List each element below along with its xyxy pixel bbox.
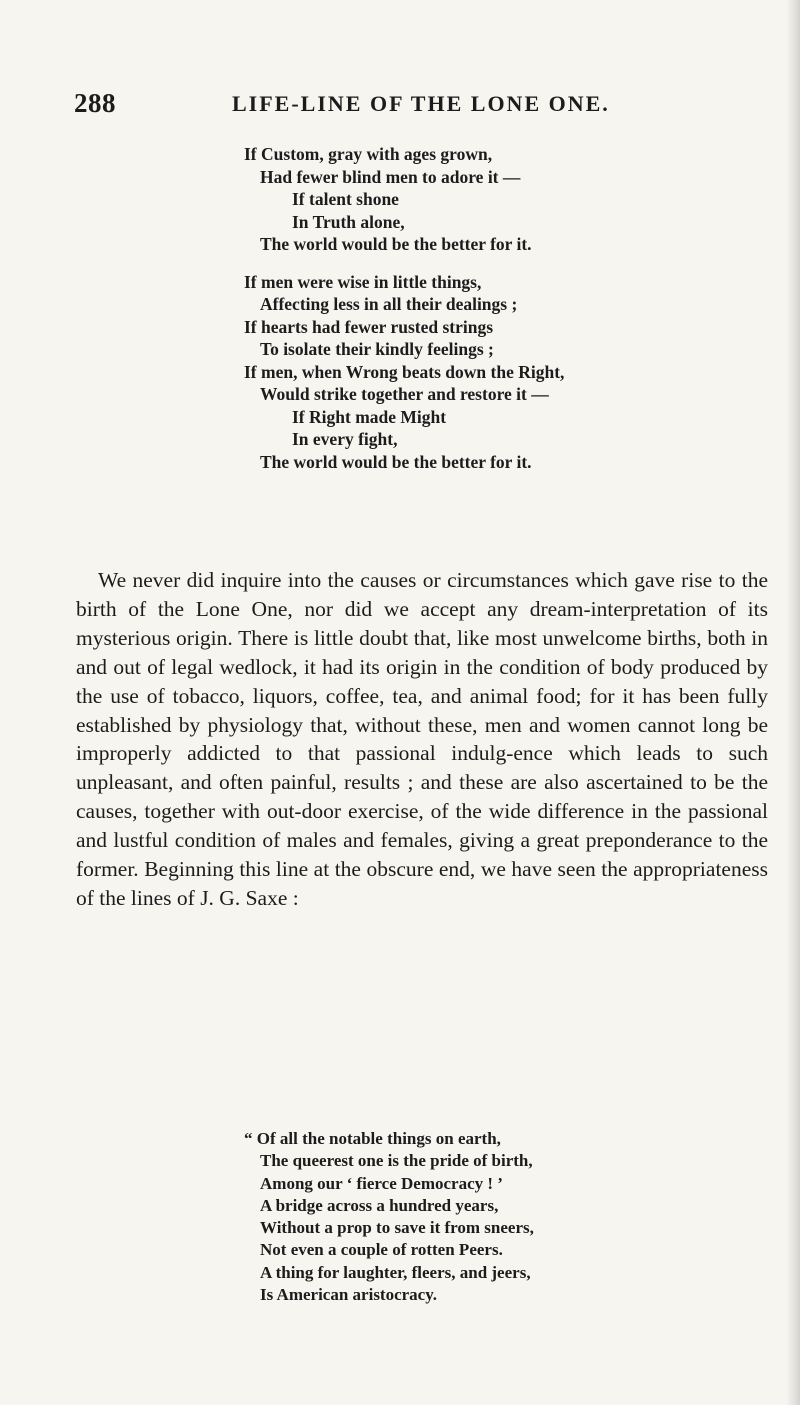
page-edge-shadow: [786, 0, 800, 1405]
poem-line: If men, when Wrong beats down the Right,: [244, 361, 565, 382]
poem-line: If Custom, gray with ages grown,: [244, 144, 493, 164]
poem-line: Affecting less in all their dealings ;: [260, 294, 518, 314]
poem-line: To isolate their kindly feelings ;: [260, 339, 494, 359]
poem-line: “ Of all the notable things on earth,: [244, 1129, 501, 1148]
opening-poem: [244, 143, 564, 488]
poem-line: If hearts had fewer rusted strings: [244, 316, 494, 337]
poem-line: A thing for laughter, fleers, and jeers,: [260, 1262, 531, 1282]
poem-line: If Right made Might: [292, 406, 447, 427]
page-header: [74, 88, 744, 122]
poem-line: The world would be the better for it.: [260, 451, 532, 472]
poem-line: Without a prop to save it from sneers,: [260, 1218, 534, 1238]
poem-line: Among our ‘ fierce Democracy ! ’: [260, 1173, 503, 1193]
poem-line: If talent shone: [292, 189, 399, 209]
quoted-poem-saxe: [244, 1128, 534, 1306]
body-paragraph: We never did inquire into the causes or circumstances which gave rise to the birth of the Lone One, nor did we accept any dream-interpretation of its mysterious origin. There is little doubt that, like most unwelcome births, both in and out of legal wedlock, it had its origin in the condition of body produced by the use of tobacco, liquors, coffee, tea, and animal food; for it has been fully established by physiology that, without these, men and women cannot long be improperly addicted to that passional indulg-ence which leads to such unpleasant, and often painful, results ; and these are also ascertained to be the causes, together with out-door exercise, of the wide difference in the passional and lustful condition of males and females, giving a great preponderance to the former. Beginning this line at the obscure end, we have seen the appropriateness of the lines of J. G. Saxe :: [76, 568, 768, 910]
running-head: LIFE-LINE OF THE LONE ONE.: [232, 91, 610, 116]
poem-stanza-2: [244, 271, 564, 474]
poem-line: A bridge across a hundred years,: [260, 1195, 499, 1215]
poem-line: Not even a couple of rotten Peers.: [260, 1240, 503, 1260]
poem-line: Had fewer blind men to adore it —: [260, 166, 521, 187]
poem-line: If men were wise in little things,: [244, 271, 482, 292]
poem-line: Is American aristocracy.: [260, 1285, 438, 1305]
page-number: 288: [74, 88, 116, 118]
poem-stanza-1: [244, 143, 564, 256]
poem-line: The queerest one is the pride of birth,: [260, 1151, 533, 1171]
poem-line: The world would be the better for it.: [260, 234, 532, 254]
poem-line: In Truth alone,: [292, 211, 405, 232]
poem-line: Would strike together and restore it —: [260, 384, 549, 404]
poem-line: In every fight,: [292, 429, 398, 449]
